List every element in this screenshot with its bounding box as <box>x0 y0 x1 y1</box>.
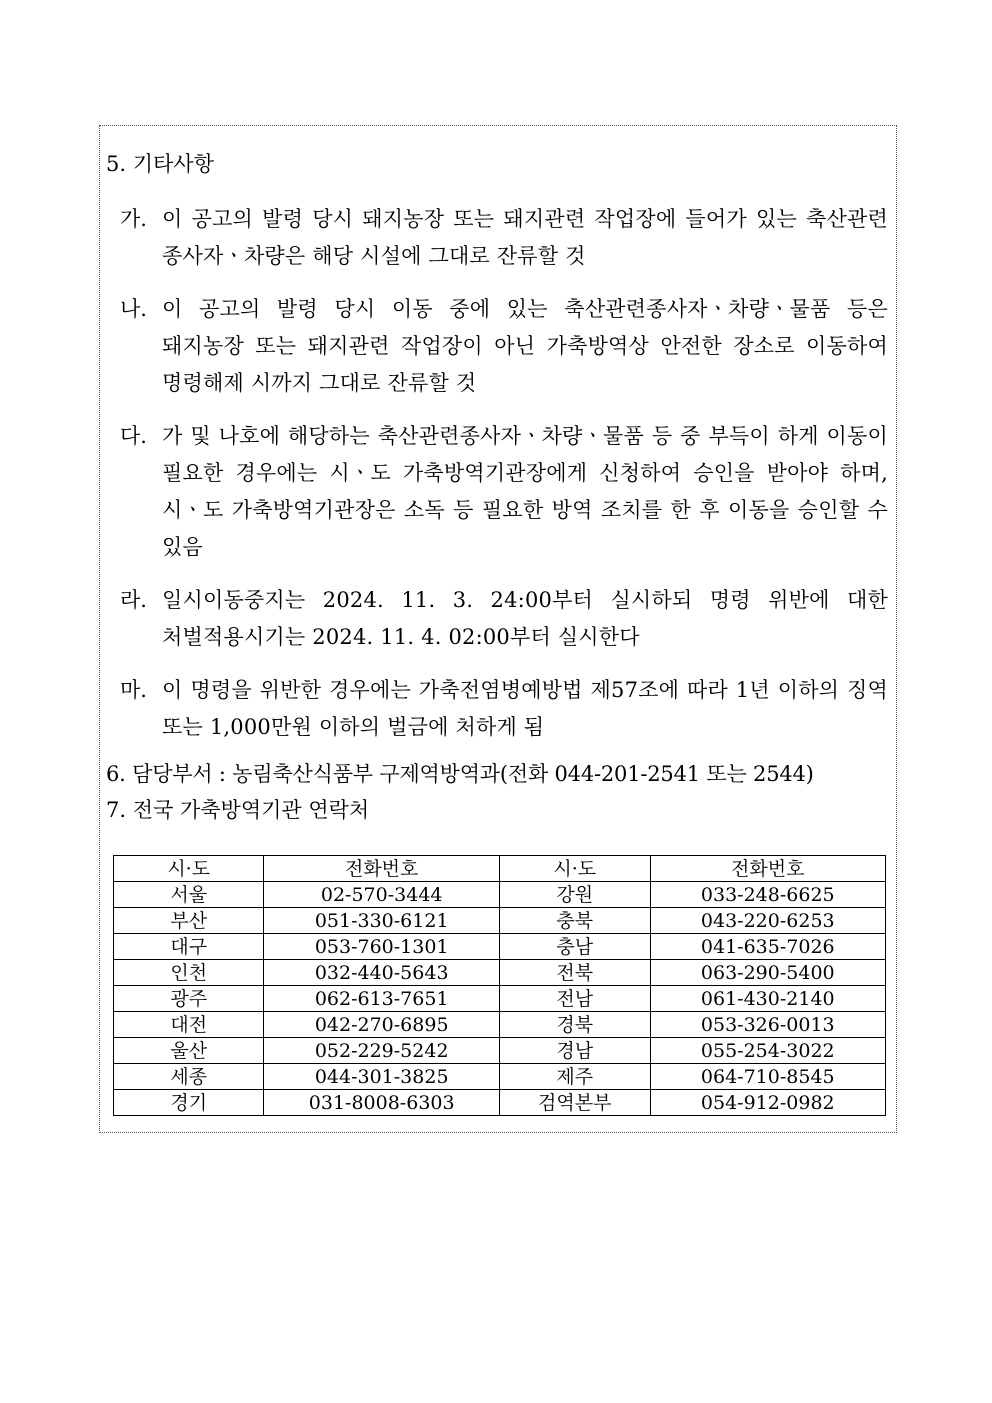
header-phone: 전화번호 <box>650 856 885 882</box>
header-region: 시·도 <box>114 856 264 882</box>
item-da <box>106 418 888 566</box>
phone-cell: 063-290-5400 <box>650 960 885 986</box>
item-ma <box>106 672 888 746</box>
region-cell: 부산 <box>114 908 264 934</box>
section-5-title: 5. 기타사항 <box>106 152 214 176</box>
phone-cell: 061-430-2140 <box>650 986 885 1012</box>
table-row <box>114 1012 886 1038</box>
item-marker: 다. <box>120 424 147 448</box>
item-text: 이 공고의 발령 당시 돼지농장 또는 돼지관련 작업장에 들어가 있는 축산관련 종사자ㆍ차량은 해당 시설에 그대로 잔류할 것 <box>162 207 888 268</box>
table-row <box>114 1064 886 1090</box>
header-phone: 전화번호 <box>264 856 500 882</box>
phone-cell: 031-8008-6303 <box>264 1090 500 1116</box>
phone-cell: 055-254-3022 <box>650 1038 885 1064</box>
region-cell: 대전 <box>114 1012 264 1038</box>
table-row <box>114 908 886 934</box>
table-row <box>114 1090 886 1116</box>
phone-cell: 041-635-7026 <box>650 934 885 960</box>
table-row <box>114 934 886 960</box>
region-cell: 강원 <box>499 882 650 908</box>
item-text: 일시이동중지는 2024. 11. 3. 24:00부터 실시하되 명령 위반에 대한 처벌적용시기는 2024. 11. 4. 02:00부터 실시한다 <box>162 588 888 649</box>
item-text: 이 명령을 위반한 경우에는 가축전염병예방법 제57조에 따라 1년 이하의 징역 또는 1,000만원 이하의 벌금에 처하게 됨 <box>162 678 888 739</box>
item-text: 가 및 나호에 해당하는 축산관련종사자ㆍ차량ㆍ물품 등 중 부득이 하게 이동이 필요한 경우에는 시ㆍ도 가축방역기관장에게 신청하여 승인을 받아야 하며, 시ㆍ도 가축방역기관장은 소독 등 필요한 방역 조치를 한 후 이동을 승인할 수 있음 <box>162 424 888 559</box>
phone-cell: 033-248-6625 <box>650 882 885 908</box>
item-marker: 나. <box>120 297 147 321</box>
region-cell: 울산 <box>114 1038 264 1064</box>
table-row <box>114 960 886 986</box>
agency-contact-table <box>113 855 886 1116</box>
region-cell: 서울 <box>114 882 264 908</box>
table-row <box>114 882 886 908</box>
phone-cell: 051-330-6121 <box>264 908 500 934</box>
region-cell: 제주 <box>499 1064 650 1090</box>
item-marker: 가. <box>120 207 147 231</box>
document-body <box>106 146 888 827</box>
region-cell: 경북 <box>499 1012 650 1038</box>
phone-cell: 053-326-0013 <box>650 1012 885 1038</box>
phone-cell: 062-613-7651 <box>264 986 500 1012</box>
region-cell: 광주 <box>114 986 264 1012</box>
table-header-row <box>114 856 886 882</box>
table-row <box>114 986 886 1012</box>
item-marker: 라. <box>120 588 147 612</box>
phone-cell: 044-301-3825 <box>264 1064 500 1090</box>
region-cell: 경기 <box>114 1090 264 1116</box>
item-marker: 마. <box>120 678 147 702</box>
region-cell: 대구 <box>114 934 264 960</box>
region-cell: 경남 <box>499 1038 650 1064</box>
phone-cell: 064-710-8545 <box>650 1064 885 1090</box>
item-text: 이 공고의 발령 당시 이동 중에 있는 축산관련종사자ㆍ차량ㆍ물품 등은 돼지농장 또는 돼지관련 작업장이 아닌 가축방역상 안전한 장소로 이동하여 명령해제 시까지 그대로 잔류할 것 <box>162 297 888 395</box>
region-cell: 충남 <box>499 934 650 960</box>
item-ga <box>106 201 888 275</box>
phone-cell: 054-912-0982 <box>650 1090 885 1116</box>
phone-cell: 02-570-3444 <box>264 882 500 908</box>
item-na <box>106 291 888 402</box>
header-region: 시·도 <box>499 856 650 882</box>
region-cell: 세종 <box>114 1064 264 1090</box>
phone-cell: 043-220-6253 <box>650 908 885 934</box>
section-7-title: 7. 전국 가축방역기관 연락처 <box>106 798 370 822</box>
item-ra <box>106 582 888 656</box>
phone-cell: 053-760-1301 <box>264 934 500 960</box>
phone-cell: 032-440-5643 <box>264 960 500 986</box>
phone-cell: 042-270-6895 <box>264 1012 500 1038</box>
phone-cell: 052-229-5242 <box>264 1038 500 1064</box>
region-cell: 전남 <box>499 986 650 1012</box>
table-row <box>114 1038 886 1064</box>
region-cell: 검역본부 <box>499 1090 650 1116</box>
region-cell: 충북 <box>499 908 650 934</box>
region-cell: 전북 <box>499 960 650 986</box>
section-6-contact: 6. 담당부서 : 농림축산식품부 구제역방역과(전화 044-201-2541 또는 2544) <box>106 762 814 786</box>
region-cell: 인천 <box>114 960 264 986</box>
